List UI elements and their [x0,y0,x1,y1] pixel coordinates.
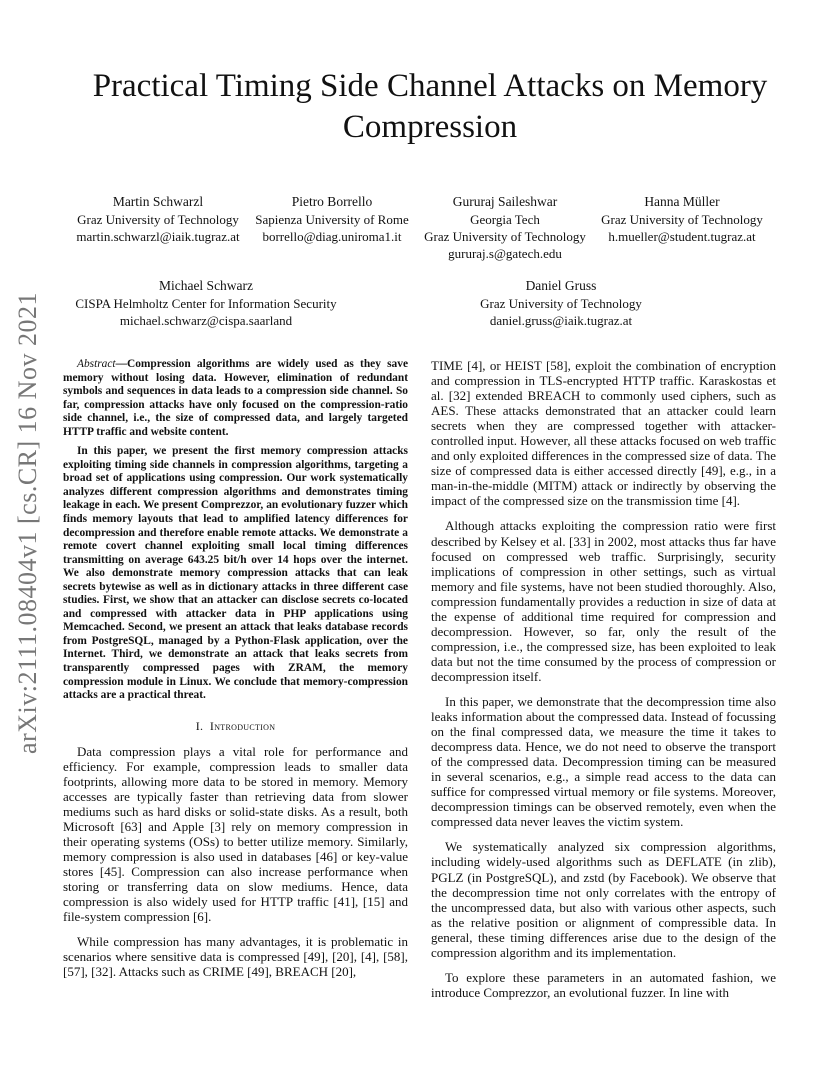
section-heading [63,719,408,734]
author-affiliation: Sapienza University of Rome [255,212,409,227]
author-5 [56,277,356,329]
author-email: h.mueller@student.tugraz.at [608,229,756,244]
author-name: Daniel Gruss [525,278,597,293]
abstract-paragraph-2: In this paper, we present the first memory compression attacks exploiting timing side channels in compression algorithms, targeting a broad set of applications using compression. Our work systematically analyzes different compression algorithms and demonstrates timing leakage in each. We present Comprezzor, an evolutionary fuzzer which finds memory layouts that lead to amplified latency differences for decompression and therefore enable remote attacks. We demonstrate a remote covert channel exploiting small local timing differences transmitting on average 643.25 bit/h over 14 hops over the internet. We also demonstrate memory compression attacks that can leak secrets bytewise as well as in dictionary attacks in three different case studies. First, we show that an attacker can disclose secrets co-located and compressed with attacker data in PHP applications using Memcached. Second, we present an attack that leaks database records from PostgreSQL, managed by a Python-Flask application, over the Internet. Third, we demonstrate an attack that leaks secrets from transparently compressed pages with ZRAM, the memory compression module in Linux. We conclude that memory-compression attacks are a practical threat. [63,445,408,702]
abstract-label: Abstract [77,358,116,370]
author-1 [68,193,248,245]
author-name: Martin Schwarzl [112,194,204,209]
abstract-text: —Compression algorithms are widely used as they save memory without losing data. However, elimination of redundant symbols and sequences in data leads to a compression side channel. So far, compression attacks have only focused on the compression-ratio side channel, i.e., the size of compressed data, and largely targeted HTTP traffic and website content. [63,358,408,438]
arxiv-stamp: arXiv:2111.08404v1 [cs.CR] 16 Nov 2021 [13,292,42,754]
left-column [63,358,408,979]
author-name: Hanna Müller [644,194,720,209]
body-paragraph: While compression has many advantages, it is problematic in scenarios where sensitive data is compressed [49], [20], [4], [58], [57], [32]. Attacks such as CRIME [49], BREACH [20], [63,934,408,980]
body-paragraph: In this paper, we demonstrate that the decompression time also leaks information about the compressed data. Instead of focussing on the final compressed data, we measure the time it takes to decompress data. Hence, we do not need to observe the transport of the compressed data. Decompression timing can be measured in several scenarios, e.g., a simple read access to the data can suffice for compressed virtual memory or file systems. Moreover, decompression timings can be observed remotely, even when the compressed data never leaves the victim system. [431,693,776,830]
author-2 [244,193,420,245]
author-affiliation: Georgia Tech [470,212,540,227]
author-email: martin.schwarzl@iaik.tugraz.at [76,229,240,244]
abstract-paragraph [63,358,408,439]
body-paragraph: Although attacks exploiting the compression ratio were first described by Kelsey et al. [33] in 2002, most attacks thus far have focused on compressed web traffic. Surprisingly, security implications of compression in other settings, such as virtual memory and file systems, have not been studied thoroughly. Also, compression fundamentally provides a reduction in size of data at the expense of additional time required for compression and decompression. However, so far, only the result of the compression, i.e., the compressed size, has been exploited to leak data but not the time consumed by the process of compression or decompression itself. [431,518,776,684]
author-name: Michael Schwarz [158,278,254,293]
section-number: I. [195,718,204,733]
author-affiliation: Graz University of Technology [480,296,642,311]
author-affiliation: CISPA Helmholtz Center for Information Security [75,296,337,311]
author-email: borrello@diag.uniroma1.it [262,229,402,244]
right-column [431,358,776,1000]
author-6 [456,277,666,329]
body-paragraph: We systematically analyzed six compression algorithms, including widely-used algorithms such as DEFLATE (in zlib), PGLZ (in PostgreSQL), and zstd (by Facebook). We observe that the decompression time not only correlates with the entropy of the uncompressed data, but also with various other aspects, such as the relative position or alignment of compressible data. In general, these timing differences arise due to the design of the compression algorithm and its implementation. [431,839,776,960]
author-3 [414,193,596,262]
body-paragraph: Data compression plays a vital role for performance and efficiency. For example, compression leads to smaller data footprints, allowing more data to be stored in memory. Memory accesses are typically faster than retrieving data from slower mediums such as hard disks or solid-state disks. As a result, both Microsoft [63] and Apple [3] rely on memory compression in their operating systems (OSs) to better utilize memory. Similarly, memory compression is also used in databases [46] or key-value stores [45]. Compression can also increase performance when storing or transferring data on slow mediums. Hence, data compression is also widely used for HTTP traffic [41], [15] and file-system compression [6]. [63,743,408,925]
author-4 [592,193,772,245]
section-title: Introduction [209,718,276,733]
author-email: michael.schwarz@cispa.saarland [119,313,293,328]
author-email: gururaj.s@gatech.edu [448,246,562,261]
author-affiliation: Graz University of Technology [424,229,586,244]
author-email: daniel.gruss@iaik.tugraz.at [489,313,633,328]
body-paragraph: TIME [4], or HEIST [58], exploit the combination of encryption and compression in TLS-encrypted HTTP traffic. Karaskostas et al. [32] extended BREACH to commonly used ciphers, such as AES. These attacks demonstrated that an attacker could learn secrets when they are compressed together with attacker-controlled input. However, all these attacks focused on web traffic and only exploited differences in the compressed size of data. The size of compressed data is either accessed directly [49], e.g., in a man-in-the-middle (MITM) attack or indirectly by observing the impact of the compressed size on the transmission time [4]. [431,358,776,509]
author-affiliation: Graz University of Technology [601,212,763,227]
body-paragraph: To explore these parameters in an automated fashion, we introduce Comprezzor, an evolutional fuzzer. In line with [431,969,776,1000]
author-name: Pietro Borrello [291,194,373,209]
paper-title: Practical Timing Side Channel Attacks on Memory Compression [92,68,768,145]
author-affiliation: Graz University of Technology [77,212,239,227]
author-name: Gururaj Saileshwar [452,194,558,209]
